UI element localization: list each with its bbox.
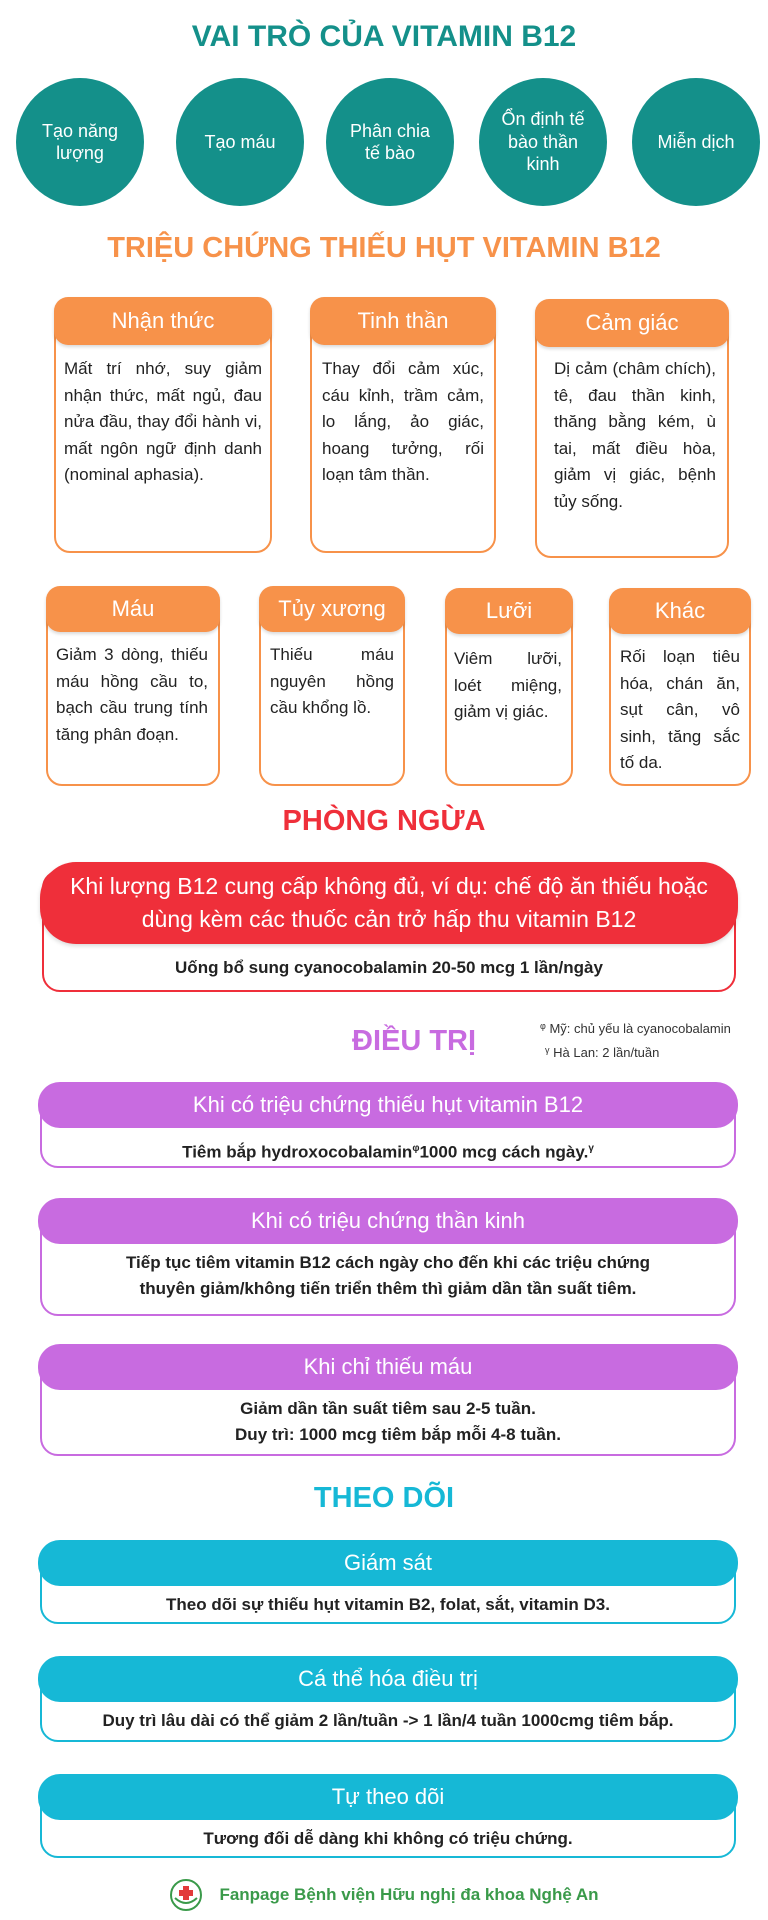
monitoring-body: Tương đối dễ dàng khi không có triệu chứng. [203, 1829, 573, 1848]
roles-title: VAI TRÒ CỦA VITAMIN B12 [191, 20, 577, 53]
symptom-card-text: Dị cảm (châm chích), tê, đau thần kinh, thăng bằng kém, ù tai, mất điều hòa, giảm vị giác, bệnh tủy sống. [554, 359, 716, 511]
symptom-card-text: Giảm 3 dòng, thiếu máu hồng cầu to, bạch cầu trung tính tăng phân đoạn. [56, 645, 208, 744]
role-circle-blood [176, 78, 304, 206]
symptom-card-title: Lưỡi [445, 588, 573, 634]
symptom-card-title: Nhận thức [54, 297, 272, 345]
symptoms-title: TRIỆU CHỨNG THIẾU HỤT VITAMIN B12 [107, 232, 661, 264]
monitoring-header: Cá thể hóa điều trị [38, 1656, 738, 1702]
role-circle-energy [16, 78, 144, 206]
hospital-logo-icon [169, 1878, 203, 1912]
prevention-header-text: Khi lượng B12 cung cấp không đủ, ví dụ: chế độ ăn thiếu hoặc dùng kèm các thuốc cản trở hấp thu vitamin B12 [70, 873, 708, 932]
monitoring-body: Theo dõi sự thiếu hụt vitamin B2, folat, sắt, vitamin D3. [166, 1595, 610, 1614]
treatment-body-line: thuyên giảm/không tiến triển thêm thì giảm dần tần suất tiêm. [139, 1279, 637, 1298]
role-circle-nerve [479, 78, 607, 206]
monitoring-body: Duy trì lâu dài có thể giảm 2 lần/tuần -> 1 lần/4 tuần 1000cmg tiêm bắp. [102, 1711, 674, 1730]
treatment-header: Khi chỉ thiếu máu [38, 1344, 738, 1390]
role-label: Miễn dịch [657, 131, 735, 152]
treatment-body-line: Tiếp tục tiêm vitamin B12 cách ngày cho đến khi các triệu chứng [125, 1253, 651, 1272]
treatment-body-text: 1000 mcg cách ngày. [419, 1142, 589, 1162]
note-text: Mỹ: chủ yếu là cyanocobalamin [549, 1021, 731, 1036]
note-text: Hà Lan: 2 lần/tuần [553, 1045, 660, 1060]
symptom-card-text: Mất trí nhớ, suy giảm nhận thức, mất ngủ, đau nửa đầu, thay đổi hành vi, mất ngôn ngữ định danh (nominal aphasia). [64, 359, 262, 484]
role-label: Ổn định tế bào thần kinh [501, 109, 585, 175]
treatment-body-line: Duy trì: 1000 mcg tiêm bắp mỗi 4-8 tuần. [235, 1425, 561, 1444]
treatment-body [40, 1396, 736, 1448]
symptom-card-text: Thay đổi cảm xúc, cáu kỉnh, trầm cảm, lo lắng, ảo giác, hoang tưởng, rối loạn tâm thần. [322, 359, 484, 484]
role-circle-immunity [632, 78, 760, 206]
note-mark: φ [540, 1021, 546, 1031]
symptom-card-title: Tinh thần [310, 297, 496, 345]
symptom-card-title: Cảm giác [535, 299, 729, 347]
treatment-body [40, 1136, 736, 1166]
treatment-note-us [540, 1021, 731, 1036]
monitoring-header: Tự theo dõi [38, 1774, 738, 1820]
symptom-card-text: Rối loạn tiêu hóa, chán ăn, sụt cân, vô sinh, tăng sắc tố da. [620, 647, 740, 772]
symptom-card-text: Thiếu máu nguyên hồng cầu khổng lồ. [270, 645, 394, 717]
treatment-body-text: Tiêm bắp hydroxocobalamin [182, 1142, 413, 1162]
treatment-header: Khi có triệu chứng thiếu hụt vitamin B12 [38, 1082, 738, 1128]
role-label: Phân chia tế bào [349, 120, 431, 163]
role-label: Tạo năng lượng [41, 120, 119, 163]
footer [0, 1878, 768, 1912]
monitoring-title: THEO DÕI [313, 1482, 455, 1514]
monitoring-header: Giám sát [38, 1540, 738, 1586]
symptom-card-title: Tủy xương [259, 586, 405, 632]
treatment-body [40, 1250, 736, 1302]
prevention-title: PHÒNG NGỪA [282, 805, 486, 837]
prevention-header [40, 862, 738, 944]
treatment-title: ĐIỀU TRỊ [352, 1025, 477, 1057]
role-circle-cell-division [326, 78, 454, 206]
role-label: Tạo máu [204, 131, 276, 152]
treatment-header: Khi có triệu chứng thần kinh [38, 1198, 738, 1244]
treatment-body-line: Giảm dần tần suất tiêm sau 2-5 tuần. [240, 1399, 536, 1418]
treatment-note-nl [545, 1045, 659, 1060]
symptom-card-title: Máu [46, 586, 220, 632]
footnote-mark: γ [588, 1143, 594, 1154]
prevention-body: Uống bổ sung cyanocobalamin 20-50 mcg 1 lần/ngày [175, 958, 603, 977]
footer-text[interactable]: Fanpage Bệnh viện Hữu nghị đa khoa Nghệ An [219, 1885, 599, 1904]
note-mark: γ [545, 1045, 550, 1055]
symptom-card-title: Khác [609, 588, 751, 634]
symptom-card-text: Viêm lưỡi, loét miệng, giảm vị giác. [454, 649, 562, 721]
footnote-mark: φ [412, 1143, 420, 1154]
